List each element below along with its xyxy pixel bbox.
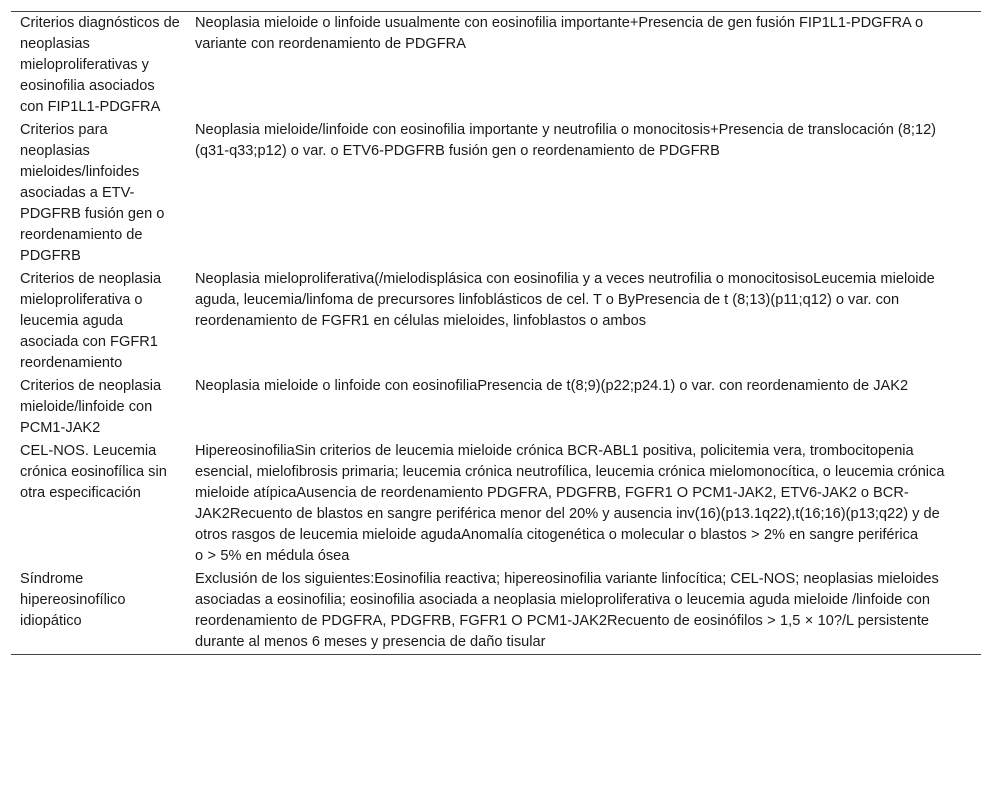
greater-than-symbol: >: [207, 548, 217, 564]
description-cell: [185, 568, 981, 654]
description-text: HipereosinofiliaSin criterios de leucemia mieloide crónica BCR-ABL1 positiva, policitemia vera, trombocitopenia esencial, mielofibrosis primaria; leucemia crónica neutrofílica, leucemia crónica mielomonocítica, o leucemia crónica mieloide atípicaAusencia de reordenamiento PDGFRA, PDGFRB, FGFR1 O PCM1-JAK2, ETV6-JAK2 o BCR-JAK2Recuento de blastos en sangre periférica menor del 20% y ausencia inv(16)(p13.1q22),t(16;16)(p13;q22) y de otros rasgos de leucemia mieloide agudaAnomalía citogenética o molecular o blastos: [195, 443, 945, 543]
criterion-cell: Síndrome hipereosinofílico idiopático: [20, 571, 126, 629]
criterion-cell: CEL-NOS. Leucemia crónica eosinofílica sin otra especificación: [20, 443, 167, 501]
greater-than-symbol: >: [751, 527, 760, 543]
description-cell: Neoplasia mieloide/linfoide con eosinofilia importante y neutrofilia o monocitosis+Presencia de translocación (8;12)(q31-q33;p12) o var. o ETV6-PDGFRB fusión gen o reordenamiento de PDGFRB: [195, 122, 937, 159]
table-row: [11, 119, 981, 268]
description-cell: Neoplasia mieloproliferativa(/mielodisplásica con eosinofilia y a veces neutrofilia o monocitosisoLeucemia mieloide aguda, leucemia/linfoma de precursores linfoblásticos de cel. T o ByPresencia de t (8;13)(p11;q12) o var. con reordenamiento de FGFR1 en células mieloides, linfoblastos o ambos: [195, 271, 935, 329]
description-cell: [185, 440, 981, 568]
table-row: [11, 375, 981, 440]
description-text: 1,5: [780, 613, 801, 629]
criteria-table-wrapper: [11, 11, 981, 655]
multiplication-symbol: ×: [804, 613, 814, 629]
criteria-table: [11, 12, 981, 654]
criterion-cell: Criterios para neoplasias mieloides/linfoides asociadas a ETV-PDGFRB fusión gen o reordenamiento de PDGFRB: [20, 122, 165, 264]
description-cell: Neoplasia mieloide o linfoide con eosinofiliaPresencia de t(8;9)(p22;p24.1) o var. con reordenamiento de JAK2: [195, 378, 909, 394]
greater-than-symbol: >: [767, 613, 776, 629]
description-cell: Neoplasia mieloide o linfoide usualmente con eosinofilia importante+Presencia de gen fusión FIP1L1-PDGFRA o variante con reordenamiento de PDGFRA: [195, 15, 924, 52]
description-text: Exclusión de los siguientes:Eosinofilia reactiva; hipereosinofilia variante linfocítica; CEL-NOS; neoplasias mieloides asociadas a eosinofilia; eosinofilia asociada a neoplasia mieloproliferativa o leucemia aguda mieloide /linfoide con reordenamiento de PDGFRA, PDGFRB, FGFR1 O PCM1-JAK2Recuento de eosinófilos: [195, 571, 939, 629]
description-text: 2% en sangre periférica o: [195, 527, 919, 564]
description-text: 10?/L persistente durante al menos 6 meses y presencia de daño tisular: [195, 613, 930, 650]
criterion-cell: Criterios de neoplasia mieloide/linfoide con PCM1-JAK2: [20, 378, 162, 436]
criterion-cell: Criterios de neoplasia mieloproliferativa o leucemia aguda asociada con FGFR1 reordenamiento: [20, 271, 162, 371]
criterion-cell: Criterios diagnósticos de neoplasias mieloproliferativas y eosinofilia asociados con FIP1L1-PDGFRA: [20, 15, 180, 115]
table-row: [11, 568, 981, 654]
table-row: [11, 268, 981, 375]
description-text: 5% en médula ósea: [220, 548, 350, 564]
table-row: [11, 440, 981, 568]
table-row: [11, 12, 981, 119]
